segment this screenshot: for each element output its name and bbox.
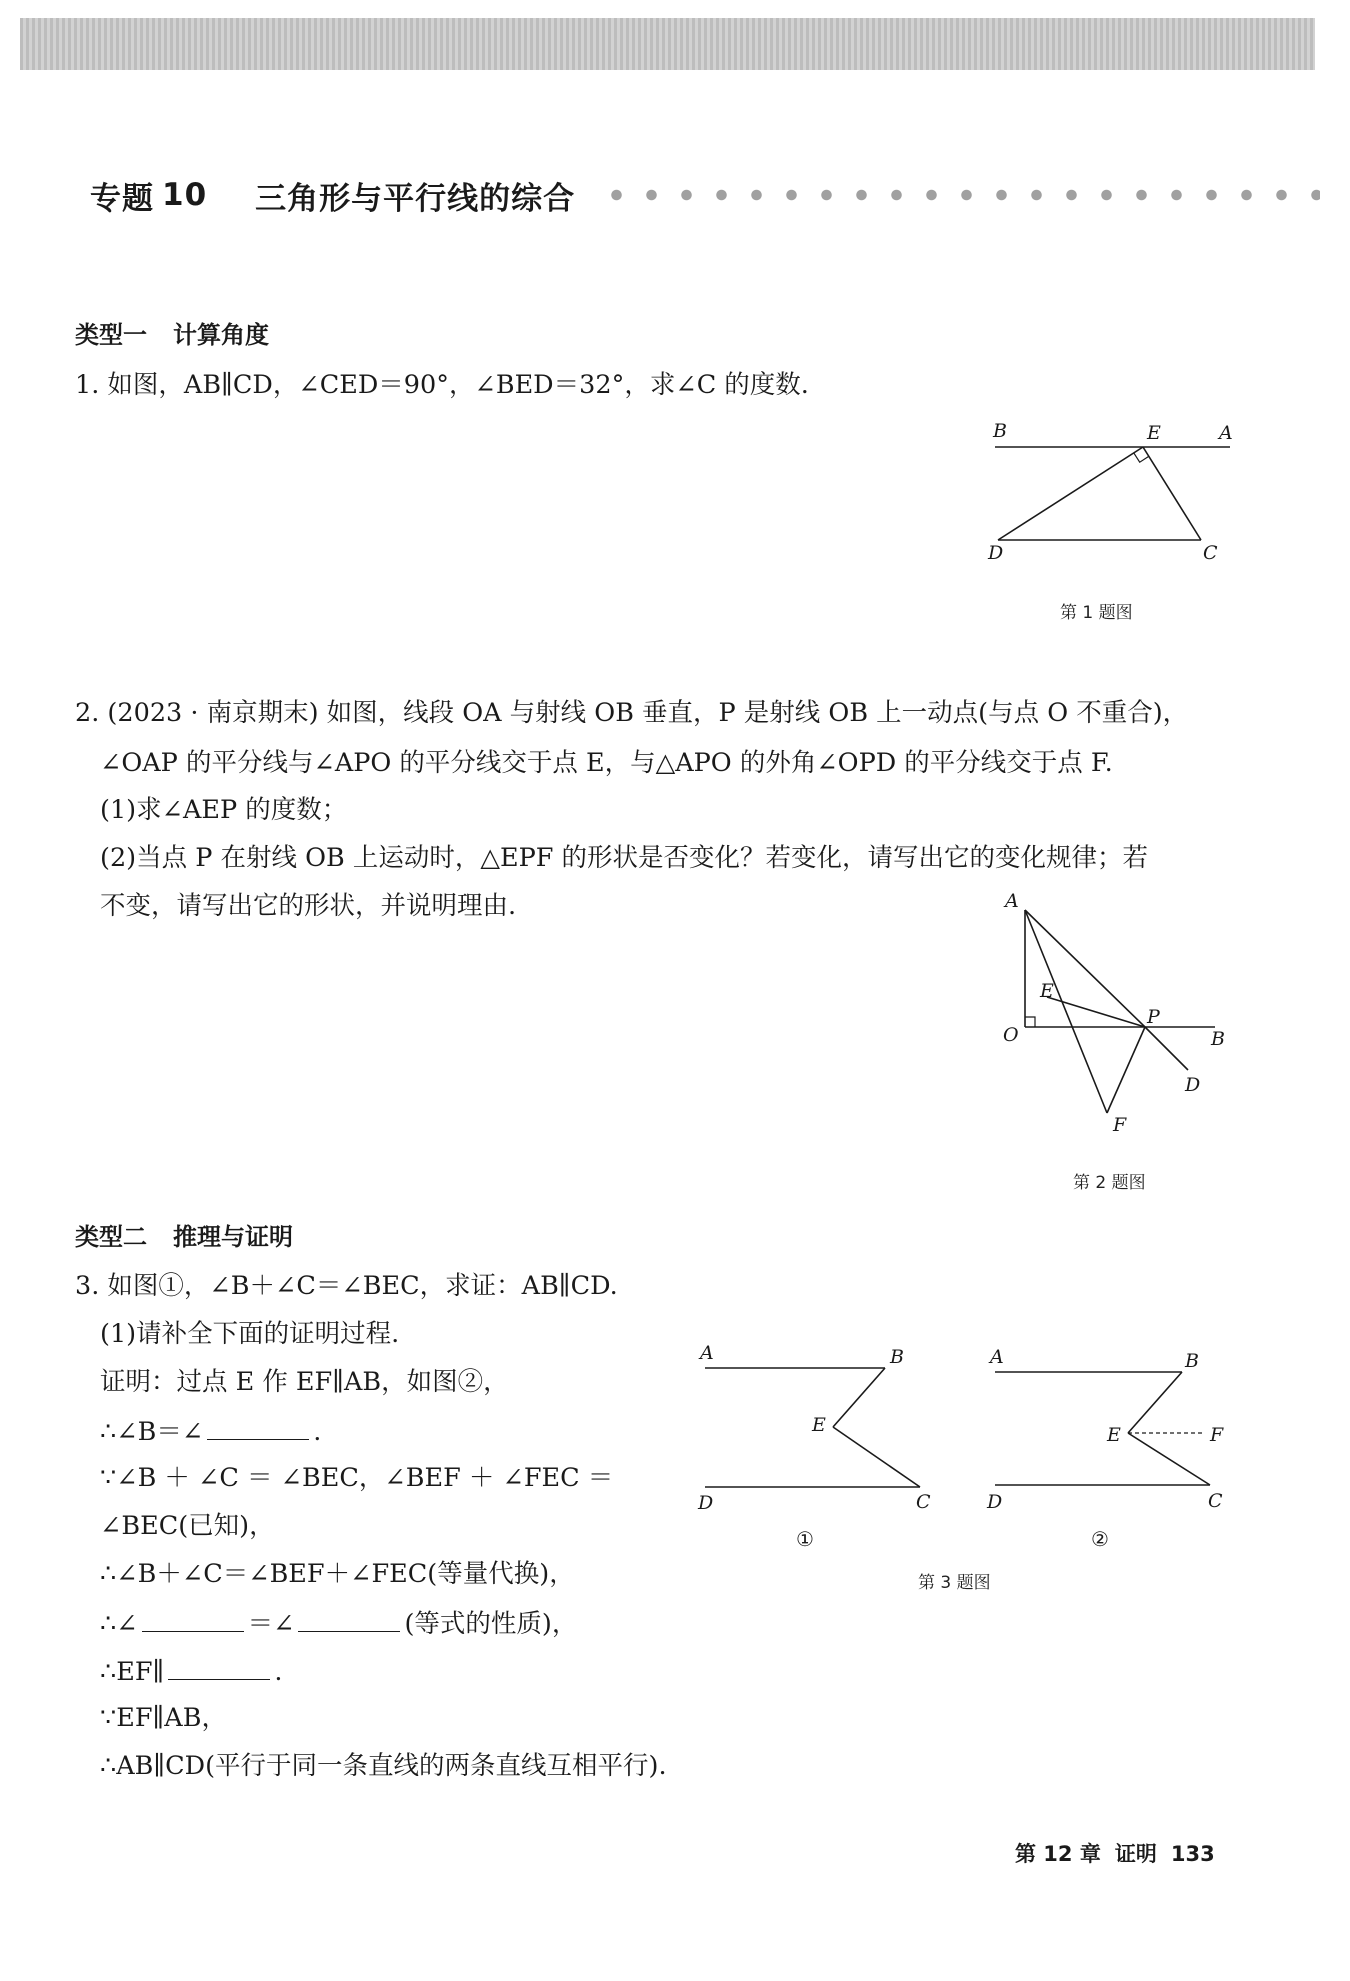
q2-part2-line2: 不变，请写出它的形状，并说明理由. bbox=[100, 891, 517, 921]
svg-text:B: B bbox=[1211, 1028, 1225, 1050]
svg-text:C: C bbox=[916, 1491, 931, 1513]
q3-line1: 3. 如图①，∠B＋∠C＝∠BEC，求证：AB∥CD. bbox=[75, 1271, 618, 1301]
q2-figure bbox=[985, 885, 1245, 1135]
svg-text:A: A bbox=[1219, 422, 1233, 444]
svg-text:A: A bbox=[1005, 890, 1019, 912]
answer-blank-3 bbox=[298, 1604, 400, 1632]
proof-line-8: ∵EF∥AB， bbox=[100, 1703, 227, 1733]
page-number: 133 bbox=[1170, 1842, 1215, 1866]
page-footer bbox=[1015, 1838, 1215, 1868]
q3-part1: (1)请补全下面的证明过程. bbox=[100, 1319, 400, 1349]
section-heading-2: 类型二 推理与证明 bbox=[75, 1223, 293, 1251]
svg-text:①: ① bbox=[796, 1527, 814, 1551]
section-heading-1: 类型一 计算角度 bbox=[75, 321, 269, 349]
svg-text:D: D bbox=[988, 542, 1004, 564]
answer-blank-2 bbox=[142, 1604, 244, 1632]
header-band bbox=[20, 18, 1315, 70]
svg-text:D: D bbox=[1185, 1074, 1201, 1096]
q3-caption: 第 3 题图 bbox=[918, 1573, 991, 1593]
svg-text:A: A bbox=[990, 1346, 1004, 1368]
footer-chapter: 第 12 章 bbox=[1015, 1842, 1101, 1866]
svg-text:E: E bbox=[1147, 422, 1161, 444]
proof-line-6: ∴∠ ＝∠ (等式的性质)， bbox=[100, 1604, 577, 1642]
title-text: 三角形与平行线的综合 bbox=[255, 180, 576, 217]
svg-text:C: C bbox=[1208, 1490, 1223, 1512]
answer-blank-1 bbox=[207, 1412, 309, 1440]
proof-line-3: ∵∠B ＋ ∠C ＝ ∠BEC，∠BEF ＋ ∠FEC ＝ bbox=[100, 1463, 614, 1493]
q1-figure bbox=[975, 415, 1245, 575]
q2-line1: 2. (2023 · 南京期末) 如图，线段 OA 与射线 OB 垂直，P 是射线 OB 上一动点(与点 O 不重合)， bbox=[75, 698, 1189, 728]
svg-text:P: P bbox=[1147, 1006, 1160, 1028]
proof-line-5: ∴∠B＋∠C＝∠BEF＋∠FEC(等量代换)， bbox=[100, 1559, 575, 1589]
footer-chapter-name: 证明 bbox=[1114, 1842, 1157, 1866]
svg-text:B: B bbox=[890, 1346, 904, 1368]
q1-text: 1. 如图，AB∥CD，∠CED＝90°，∠BED＝32°，求∠C 的度数. bbox=[75, 370, 809, 400]
svg-text:E: E bbox=[1107, 1424, 1121, 1446]
svg-text:F: F bbox=[1113, 1114, 1127, 1136]
svg-text:F: F bbox=[1210, 1424, 1224, 1446]
proof-line-7: ∴EF∥ . bbox=[100, 1652, 282, 1690]
page-title bbox=[90, 170, 1320, 220]
proof-line-2: ∴∠B＝∠ . bbox=[100, 1412, 321, 1450]
proof-line-9: ∴AB∥CD(平行于同一条直线的两条直线互相平行). bbox=[100, 1751, 667, 1781]
svg-text:D: D bbox=[987, 1491, 1003, 1513]
answer-blank-4 bbox=[168, 1652, 270, 1680]
q3-figure-2 bbox=[985, 1335, 1240, 1555]
q2-caption: 第 2 题图 bbox=[1073, 1173, 1146, 1193]
q1-caption: 第 1 题图 bbox=[1060, 603, 1133, 623]
svg-text:C: C bbox=[1203, 542, 1218, 564]
q2-part1: (1)求∠AEP 的度数； bbox=[100, 795, 348, 825]
title-label: 专题 bbox=[90, 180, 154, 217]
svg-text:A: A bbox=[700, 1342, 714, 1364]
title-number: 10 bbox=[162, 177, 208, 213]
svg-text:②: ② bbox=[1091, 1527, 1109, 1551]
q2-line2: ∠OAP 的平分线与∠APO 的平分线交于点 E，与△APO 的外角∠OPD 的平分线交于点 F. bbox=[100, 748, 1113, 778]
q3-figure-1 bbox=[690, 1335, 955, 1555]
svg-text:E: E bbox=[812, 1414, 826, 1436]
title-dots bbox=[599, 188, 1320, 202]
svg-text:B: B bbox=[1185, 1350, 1199, 1372]
proof-line-1: 证明：过点 E 作 EF∥AB，如图②， bbox=[100, 1367, 509, 1397]
proof-line-4: ∠BEC(已知)， bbox=[100, 1511, 275, 1541]
svg-text:D: D bbox=[698, 1492, 714, 1514]
q2-part2-line1: (2)当点 P 在射线 OB 上运动时，△EPF 的形状是否变化？若变化，请写出它的变化规律；若 bbox=[100, 843, 1149, 873]
svg-text:B: B bbox=[993, 420, 1007, 442]
svg-text:O: O bbox=[1003, 1024, 1019, 1046]
svg-text:E: E bbox=[1040, 980, 1054, 1002]
